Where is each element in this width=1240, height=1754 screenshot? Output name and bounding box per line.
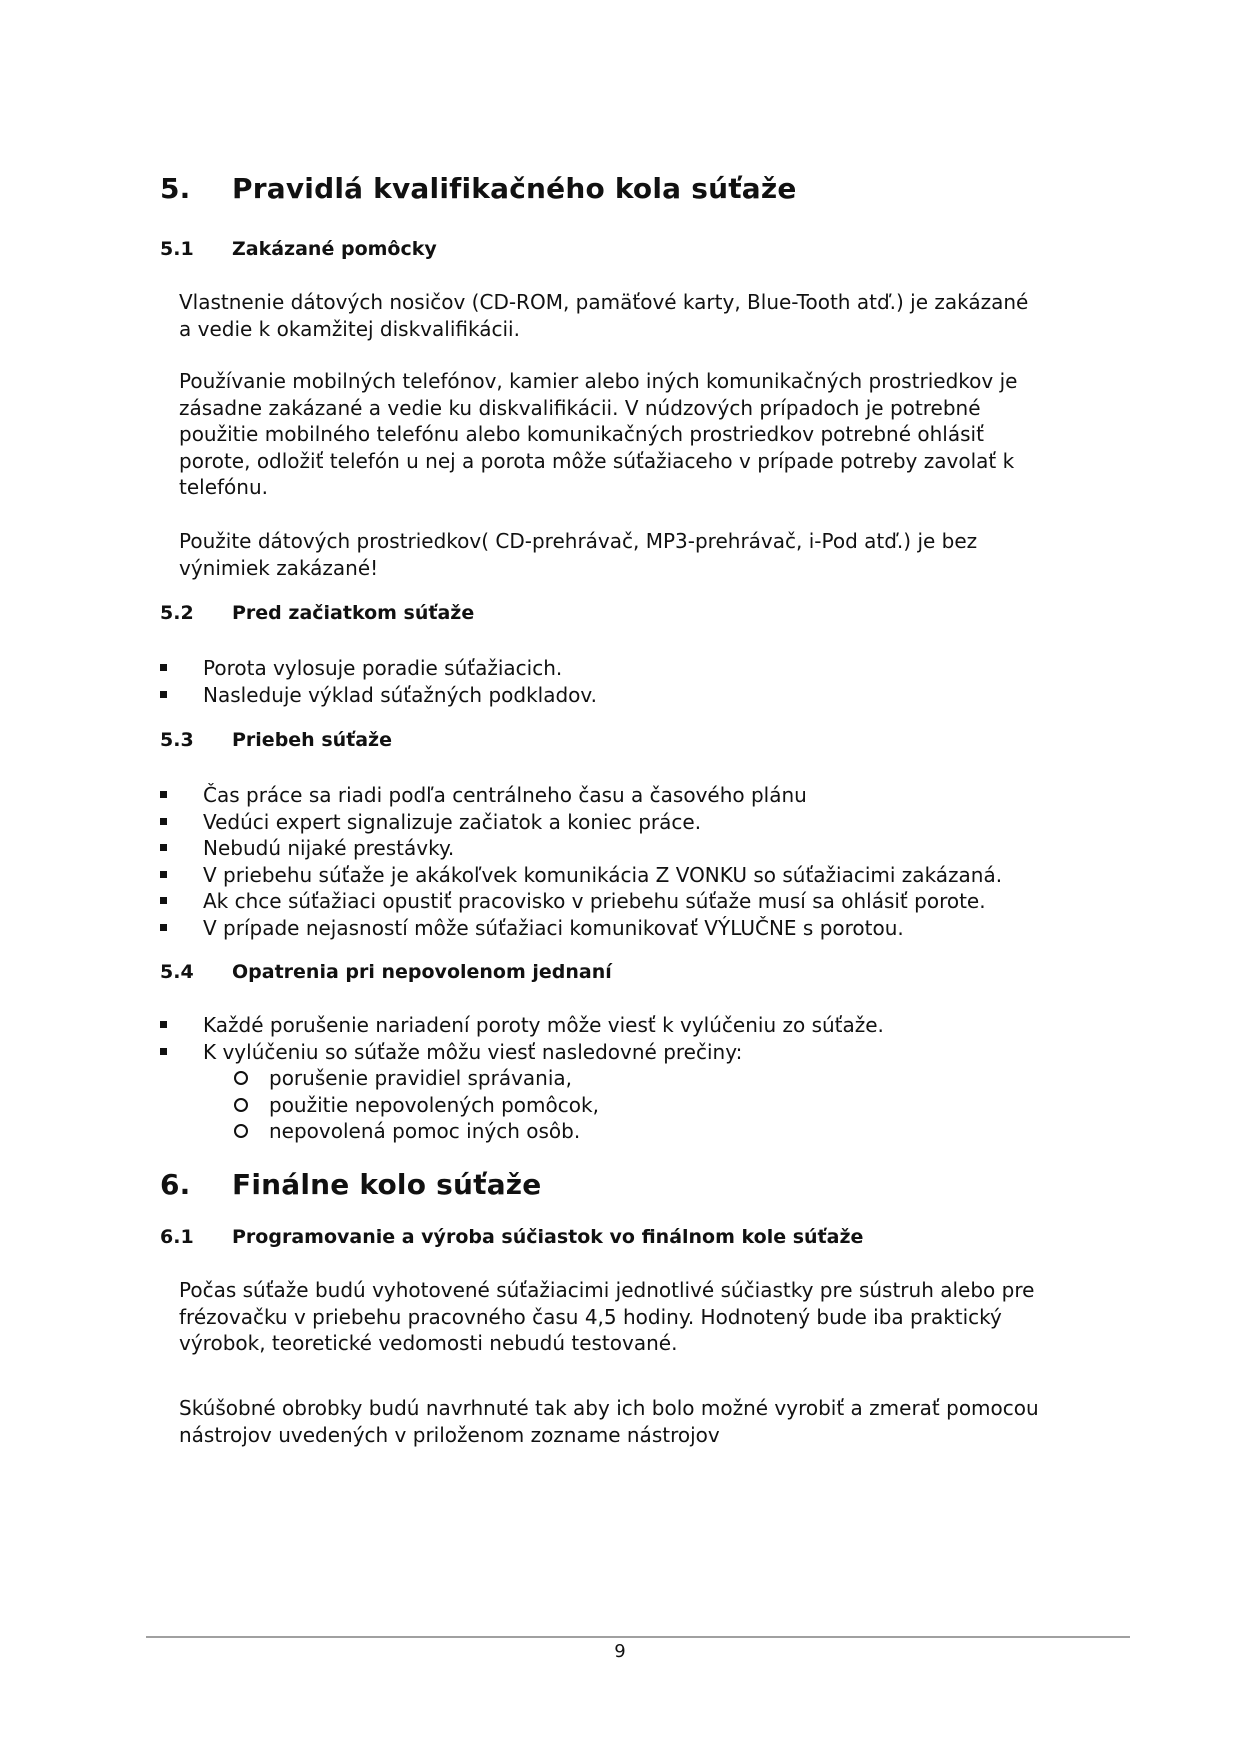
text-line: porote, odložiť telefón u nej a porota môže súťažiaceho v prípade potreby zavolať k xyxy=(179,448,1015,473)
section-6-number: 6. xyxy=(160,1168,191,1201)
section-6-1-paragraph-2 xyxy=(179,1395,1079,1448)
list-item-text: Nebudú nijaké prestávky. xyxy=(203,836,455,860)
list-item xyxy=(160,835,1002,862)
list-item-text: Vedúci expert signalizuje začiatok a koniec práce. xyxy=(203,809,702,834)
text-line: Skúšobné obrobky budú navrhnuté tak aby ich bolo možné vyrobiť a zmerať pomocou xyxy=(179,1396,1039,1420)
list-item-text: K vylúčeniu so súťaže môžu viesť nasledovné prečiny: xyxy=(203,1039,743,1064)
square-bullet-icon xyxy=(160,818,167,825)
section-5-4-sublist xyxy=(234,1065,599,1145)
list-item xyxy=(160,1012,884,1039)
text-line: zásadne zakázané a vedie ku diskvalifikácii. V núdzových prípadoch je potrebné xyxy=(179,395,981,420)
list-item-text: V prípade nejasností môže súťažiaci komunikovať VÝLUČNE s porotou. xyxy=(203,915,904,940)
text-line: Vlastnenie dátových nosičov (CD-ROM, pamäťové karty, Blue-Tooth atď.) je zakázané xyxy=(179,290,1029,314)
circle-bullet-icon xyxy=(234,1124,248,1138)
square-bullet-icon xyxy=(160,897,167,904)
section-6-title: Finálne kolo súťaže xyxy=(232,1168,542,1201)
section-5-heading xyxy=(160,172,797,205)
text-line: frézovačku v priebehu pracovného času 4,5 hodiny. Hodnotený bude iba praktický xyxy=(179,1304,1002,1329)
text-line: výnimiek zakázané! xyxy=(179,555,379,580)
list-item xyxy=(160,915,1002,942)
section-5-1-title: Zakázané pomôcky xyxy=(232,238,437,260)
text-line: Použite dátových prostriedkov( CD-prehrávač, MP3-prehrávač, i-Pod atď.) je bez xyxy=(179,529,978,553)
footer-divider xyxy=(146,1636,1130,1638)
section-5-4-list xyxy=(160,1012,884,1065)
sublist-item xyxy=(234,1065,599,1092)
section-5-number: 5. xyxy=(160,172,191,205)
section-6-1-title: Programovanie a výroba súčiastok vo finálnom kole súťaže xyxy=(232,1226,864,1248)
section-5-1-paragraph-3 xyxy=(179,528,1079,581)
section-5-title: Pravidlá kvalifikačného kola súťaže xyxy=(232,172,797,205)
text-line: a vedie k okamžitej diskvalifikácii. xyxy=(179,316,520,341)
section-5-4-title: Opatrenia pri nepovolenom jednaní xyxy=(232,961,612,983)
section-5-1-paragraph-2 xyxy=(179,368,1079,501)
section-5-2-number: 5.2 xyxy=(160,602,194,624)
section-5-3-number: 5.3 xyxy=(160,729,194,751)
list-item-text: Porota vylosuje poradie súťažiacich. xyxy=(203,656,563,680)
square-bullet-icon xyxy=(160,871,167,878)
section-6-1-paragraph-1 xyxy=(179,1277,1079,1357)
section-5-2-title: Pred začiatkom súťaže xyxy=(232,602,475,624)
section-5-4-number: 5.4 xyxy=(160,961,194,983)
section-5-1-paragraph-1 xyxy=(179,289,1079,342)
square-bullet-icon xyxy=(160,1021,167,1028)
text-line: Počas súťaže budú vyhotovené súťažiacimi jednotlivé súčiastky pre sústruh alebo pre xyxy=(179,1278,1035,1302)
text-line: Používanie mobilných telefónov, kamier alebo iných komunikačných prostriedkov je xyxy=(179,369,1018,393)
text-line: nástrojov uvedených v priloženom zozname nástrojov xyxy=(179,1422,720,1447)
section-5-2-heading xyxy=(160,602,474,624)
list-item-text: Čas práce sa riadi podľa centrálneho času a časového plánu xyxy=(203,783,807,807)
page-number: 9 xyxy=(614,1641,626,1662)
square-bullet-icon xyxy=(160,1048,167,1055)
sublist-item-text: nepovolená pomoc iných osôb. xyxy=(269,1119,581,1143)
sublist-item-text: použitie nepovolených pomôcok, xyxy=(269,1092,599,1117)
square-bullet-icon xyxy=(160,844,167,851)
section-6-1-number: 6.1 xyxy=(160,1226,194,1248)
list-item xyxy=(160,782,1002,809)
text-line: použitie mobilného telefónu alebo komunikačných prostriedkov potrebné ohlásiť xyxy=(179,422,984,446)
sublist-item-text: porušenie pravidiel správania, xyxy=(269,1066,573,1090)
text-line: výrobok, teoretické vedomosti nebudú testované. xyxy=(179,1331,678,1355)
square-bullet-icon xyxy=(160,791,167,798)
sublist-item xyxy=(234,1092,599,1119)
section-5-1-number: 5.1 xyxy=(160,238,194,260)
list-item xyxy=(160,682,597,709)
list-item-text: Nasleduje výklad súťažných podkladov. xyxy=(203,682,598,707)
section-6-heading xyxy=(160,1168,541,1201)
circle-bullet-icon xyxy=(234,1098,248,1112)
list-item xyxy=(160,655,597,682)
list-item xyxy=(160,862,1002,889)
section-5-3-list xyxy=(160,782,1002,941)
square-bullet-icon xyxy=(160,691,167,698)
sublist-item xyxy=(234,1118,599,1145)
text-line: telefónu. xyxy=(179,475,268,499)
square-bullet-icon xyxy=(160,664,167,671)
section-5-3-heading xyxy=(160,729,392,751)
section-5-1-heading xyxy=(160,238,437,260)
list-item-text: Ak chce súťažiaci opustiť pracovisko v priebehu súťaže musí sa ohlásiť porote. xyxy=(203,889,986,913)
section-5-3-title: Priebeh súťaže xyxy=(232,729,393,751)
section-5-2-list xyxy=(160,655,597,708)
list-item-text: Každé porušenie nariadení poroty môže viesť k vylúčeniu zo súťaže. xyxy=(203,1013,884,1037)
list-item xyxy=(160,1039,884,1066)
section-6-1-heading xyxy=(160,1226,863,1248)
list-item-text: V priebehu súťaže je akákoľvek komunikácia Z VONKU so súťažiacimi zakázaná. xyxy=(203,862,1003,887)
square-bullet-icon xyxy=(160,924,167,931)
circle-bullet-icon xyxy=(234,1071,248,1085)
section-5-4-heading xyxy=(160,961,612,983)
list-item xyxy=(160,888,1002,915)
list-item xyxy=(160,809,1002,836)
